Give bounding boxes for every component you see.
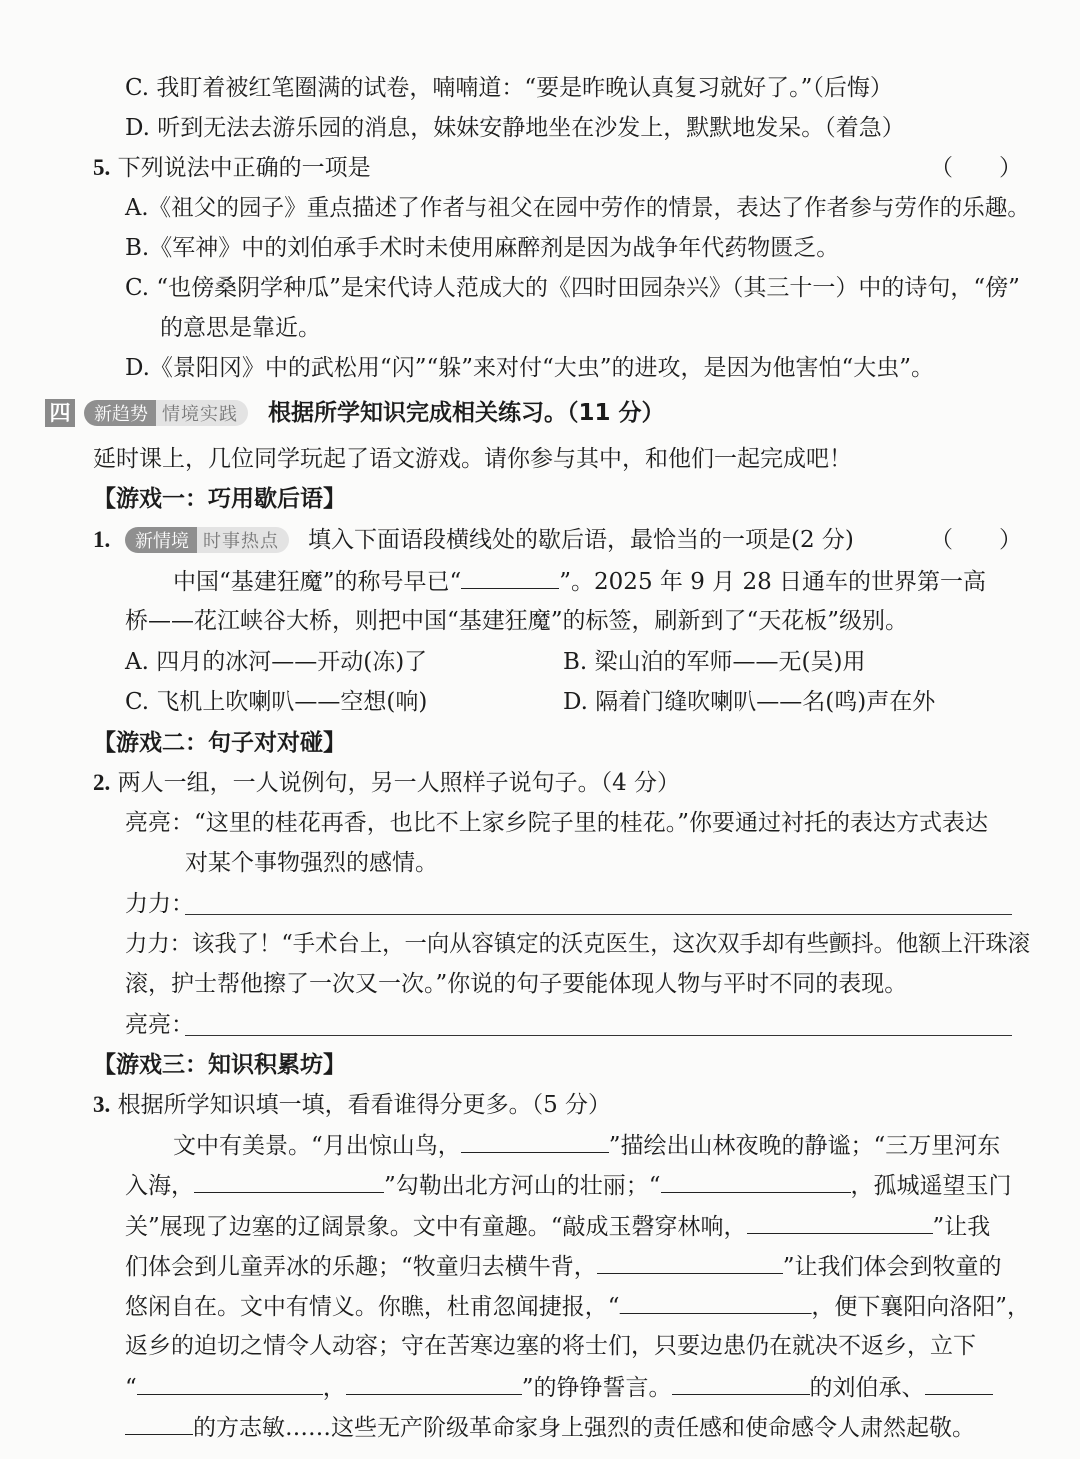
q5-stem-text: 下列说法中正确的一项是 [117,155,371,181]
fill-blank[interactable] [346,1372,522,1395]
q4-option-c: C. 我盯着被红笔圈满的试卷，喃喃道：“要是昨晚认真复习就好了。”（后悔） [125,75,893,101]
fill-blank[interactable] [672,1372,810,1395]
q5-option-a: A.《祖父的园子》重点描述了作者与祖父在园中劳作的情景，表达了作者参与劳作的乐趣。 [125,195,1030,221]
game3-row6: 返乡的迫切之情令人动容；守在苦寒边塞的将士们，只要边患仍在就决不返乡，立下 [125,1333,976,1359]
game1-badge [125,527,289,553]
q5-option-b: B.《军神》中的刘伯承手术时未使用麻醉剂是因为战争年代药物匮乏。 [125,235,840,261]
game1-q1-number: 1. [93,527,111,552]
badge-sub: 时事热点 [197,527,289,553]
fill-blank[interactable] [194,1170,384,1193]
game3-row7: “ ， ”的铮铮誓言。 的刘伯承、 [125,1372,993,1403]
badge-sub: 情境实践 [156,400,248,426]
game3-row5: 悠闲自在。文中有情义。你瞧，杜甫忽闻捷报，“ ，便下襄阳向洛阳”， [125,1291,1030,1322]
q5-answer-parens[interactable]: （ ） [930,155,1022,181]
game3-row8: 的方志敏……这些无产阶级革命家身上强烈的责任感和使命感令人肃然起敬。 [125,1412,975,1443]
game1-passage-line1: 中国“基建狂魔”的称号早已“ ”。2025 年 9 月 28 日通车的世界第一高 [173,566,986,597]
section4-intro: 延时课上，几位同学玩起了语文游戏。请你参与其中，和他们一起完成吧！ [93,446,852,472]
fill-blank[interactable] [125,1412,193,1435]
game2-header: 【游戏二：句子对对碰】 [93,730,346,756]
fill-blank[interactable] [925,1372,993,1395]
game3-row3: 关”展现了边塞的辽阔景象。文中有童趣。“敲成玉磬穿林响， ”让我 [125,1211,990,1242]
badge-main: 新情境 [125,527,197,553]
q5-option-c-line1: C. “也傍桑阴学种瓜”是宋代诗人范成大的《四时田园杂兴》（其三十一）中的诗句，“傍” [125,275,1020,301]
section4-badge [84,400,248,426]
game2-q2: 2. 两人一组，一人说例句，另一人照样子说句子。（4 分） [93,770,681,796]
game2-lili-line1: 力力：该我了！“手术台上，一向从容镇定的沃克医生，这次双手却有些颤抖。他额上汗珠滚 [125,931,1031,957]
game3-row4: 们体会到儿童弄冰的乐趣；“牧童归去横牛背， ”让我们体会到牧童的 [125,1251,1002,1282]
game2-answer2-line[interactable] [185,1035,1012,1036]
badge-main: 新趋势 [84,400,156,426]
game3-header: 【游戏三：知识积累坊】 [93,1052,346,1078]
game3-row2: 入海， ”勾勒出北方河山的壮丽；“ ，孤城遥望玉门 [125,1170,1012,1201]
game2-answer1-line[interactable] [185,914,1012,915]
game1-fill-blank[interactable] [461,566,559,589]
game2-lili-line2: 滚，护士帮他擦了一次又一次。”你说的句子要能体现人物与平时不同的表现。 [125,971,908,997]
section-number-box: 四 [45,399,75,427]
game2-liangliang-line2: 对某个事物强烈的感情。 [185,850,438,876]
q4-option-d: D. 听到无法去游乐园的消息，妹妹安静地坐在沙发上，默默地发呆。（着急） [125,115,905,141]
game2-answer2-label: 亮亮： [125,1012,194,1038]
fill-blank[interactable] [747,1211,933,1234]
game2-answer1-label: 力力： [125,891,194,917]
fill-blank[interactable] [461,1130,609,1153]
q5-number: 5. [93,155,111,180]
game3-row1: 文中有美景。“月出惊山鸟， ”描绘出山林夜晚的静谧；“三万里河东 [173,1130,1000,1161]
game1-answer-parens[interactable]: （ ） [930,527,1022,553]
section4-title: 根据所学知识完成相关练习。（11 分） [268,400,665,426]
game1-header: 【游戏一：巧用歇后语】 [93,486,346,512]
game3-q3: 3. 根据所学知识填一填，看看谁得分更多。（5 分） [93,1092,612,1118]
game1-option-a: A. 四月的冰河——开动(冻)了 [125,649,428,675]
q5-option-c-line2: 的意思是靠近。 [160,315,321,341]
fill-blank[interactable] [619,1291,811,1314]
fill-blank[interactable] [137,1372,323,1395]
game2-liangliang-line1: 亮亮：“这里的桂花再香，也比不上家乡院子里的桂花。”你要通过衬托的表达方式表达 [125,810,989,836]
q5-stem [93,153,371,183]
game1-option-b: B. 梁山泊的军师——无(吴)用 [563,649,866,675]
game1-option-c: C. 飞机上吹喇叭——空想(响) [125,689,428,715]
fill-blank[interactable] [597,1251,783,1274]
q5-option-d: D.《景阳冈》中的武松用“闪”“躲”来对付“大虫”的进攻，是因为他害怕“大虫”。 [125,355,934,381]
fill-blank[interactable] [661,1170,851,1193]
game1-q1-stem: 填入下面语段横线处的歇后语，最恰当的一项是(2 分) [308,527,854,553]
game1-option-d: D. 隔着门缝吹喇叭——名(鸣)声在外 [563,689,936,715]
game1-passage-line2: 桥——花江峡谷大桥，则把中国“基建狂魔”的标签，刷新到了“天花板”级别。 [125,608,909,634]
